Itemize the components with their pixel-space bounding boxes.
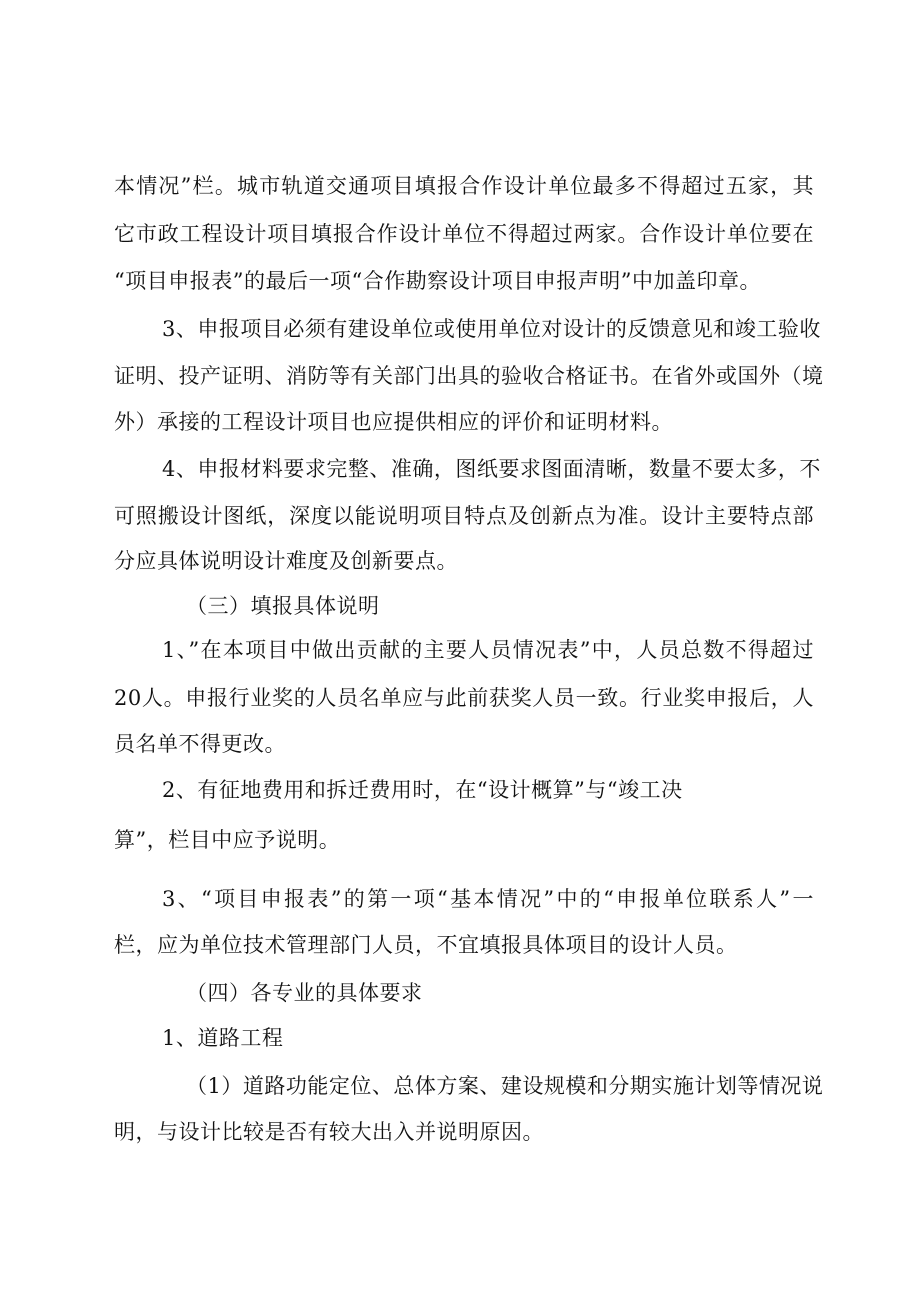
paragraph-line: 分应具体说明设计难度及创新要点。 — [114, 549, 458, 573]
paragraph-line: 1、”在本项目中做出贡献的主要人员情况表”中，人员总数不得超过 — [162, 638, 814, 662]
paragraph-line: 可照搬设计图纸，深度以能说明项目特点及创新点为准。设计主要特点部 — [114, 504, 814, 528]
paragraph-line: 4、申报材料要求完整、准确，图纸要求图面清晰，数量不要太多，不 — [162, 457, 821, 481]
paragraph-line: 3、“项目申报表”的第一项“基本情况”中的“申报单位联系人”一 — [162, 887, 814, 911]
paragraph-line: 栏，应为单位技术管理部门人员，不宜填报具体项目的设计人员。 — [114, 933, 738, 957]
subsection-heading: 1、道路工程 — [162, 1026, 284, 1050]
paragraph-line: 2、有征地费用和拆迁费用时，在“设计概算”与“竣工决 — [162, 778, 683, 802]
paragraph-line: 本情况”栏。城市轨道交通项目填报合作设计单位最多不得超过五家，其 — [114, 174, 814, 198]
paragraph-line: “项目申报表”的最后一项“合作勘察设计项目申报声明”中加盖印章。 — [114, 269, 761, 293]
paragraph-line: 明，与设计比较是否有较大出入并说明原因。 — [114, 1120, 544, 1144]
paragraph-line: 证明、投产证明、消防等有关部门出具的验收合格证书。在省外或国外（境 — [114, 364, 824, 388]
paragraph-line: （1）道路功能定位、总体方案、建设规模和分期实施计划等情况说 — [186, 1074, 824, 1098]
paragraph-line: 外）承接的工程设计项目也应提供相应的评价和证明材料。 — [114, 410, 673, 434]
paragraph-line: 20人。申报行业奖的人员名单应与此前获奖人员一致。行业奖申报后，人 — [114, 686, 814, 710]
section-heading: （四）各专业的具体要求 — [186, 981, 423, 1005]
section-heading: （三）填报具体说明 — [186, 594, 380, 618]
paragraph-line: 员名单不得更改。 — [114, 732, 286, 756]
paragraph-line: 3、申报项目必须有建设单位或使用单位对设计的反馈意见和竣工验收 — [162, 317, 821, 341]
paragraph-line: 算”，栏目中应予说明。 — [114, 828, 341, 852]
paragraph-line: 它市政工程设计项目填报合作设计单位不得超过两家。合作设计单位要在 — [114, 222, 814, 246]
